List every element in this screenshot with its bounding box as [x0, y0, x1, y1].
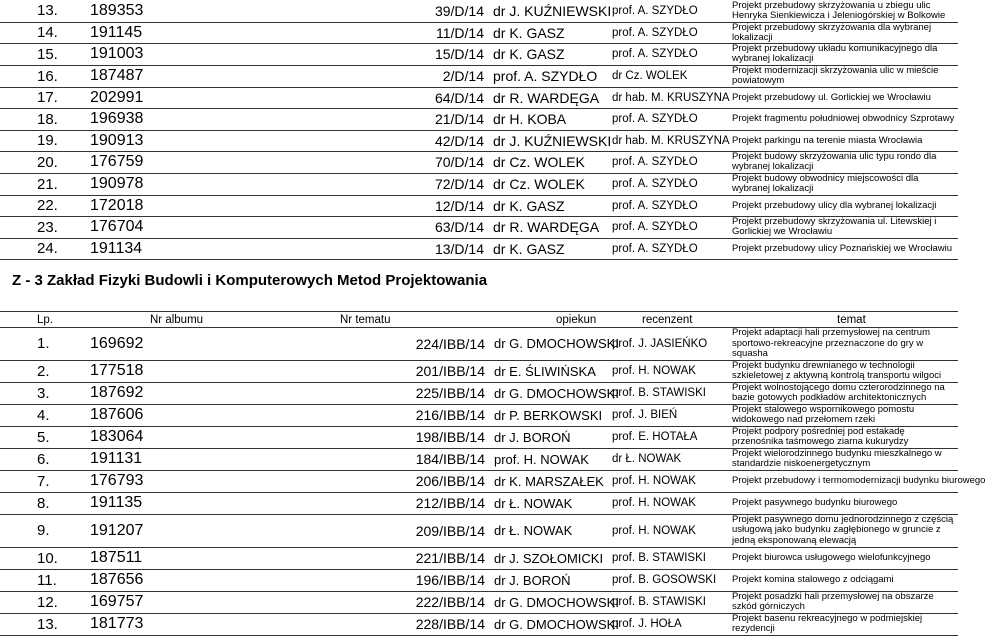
row-reviewer: prof. A. SZYDŁO [610, 108, 730, 130]
row-advisor: dr G. DMOCHOWSKI [488, 591, 610, 613]
row-album: 190978 [90, 173, 328, 195]
row-album: 181773 [90, 613, 328, 635]
header-advisor: opiekun [488, 312, 610, 328]
table-row [0, 547, 958, 569]
row-topic-number: 64/D/14 [328, 87, 488, 108]
row-album: 187656 [90, 569, 328, 591]
header-album: Nr albumu [90, 312, 328, 328]
row-advisor: dr K. MARSZAŁEK [488, 470, 610, 492]
row-reviewer: dr Cz. WOLEK [610, 65, 730, 87]
row-advisor: dr P. BERKOWSKI [488, 404, 610, 426]
row-album: 169757 [90, 591, 328, 613]
row-subject: Projekt basenu rekreacyjnego w podmiejskiej rezydencji [730, 613, 958, 635]
table-row [0, 43, 958, 65]
row-subject: Projekt budynku drewnianego w technologii szkieletowej z aktywną kontrolą transportu wilgoci [730, 360, 958, 382]
row-lp: 13. [0, 0, 90, 22]
row-reviewer: prof. A. SZYDŁO [610, 195, 730, 216]
row-subject: Projekt przebudowy ulicy Poznańskiej we Wrocławiu [730, 238, 958, 259]
row-advisor: dr K. GASZ [488, 43, 610, 65]
row-subject: Projekt przebudowy ul. Gorlickiej we Wrocławiu [730, 87, 958, 108]
row-album: 187487 [90, 65, 328, 87]
row-reviewer: prof. H. NOWAK [610, 492, 730, 514]
row-album: 196938 [90, 108, 328, 130]
row-topic-number: 196/IBB/14 [328, 569, 488, 591]
row-album: 191145 [90, 22, 328, 43]
row-lp: 13. [0, 613, 90, 635]
row-topic-number: 72/D/14 [328, 173, 488, 195]
row-advisor: dr J. KUŹNIEWSKI [488, 130, 610, 151]
row-reviewer: prof. B. STAWISKI [610, 547, 730, 569]
table-row [0, 569, 958, 591]
row-advisor: dr J. SZOŁOMICKI [488, 547, 610, 569]
row-album: 191131 [90, 448, 328, 470]
row-lp: 20. [0, 151, 90, 173]
row-lp: 1. [0, 328, 90, 361]
table-row [0, 238, 958, 259]
row-topic-number: 2/D/14 [328, 65, 488, 87]
row-reviewer: prof. A. SZYDŁO [610, 151, 730, 173]
row-advisor: dr R. WARDĘGA [488, 87, 610, 108]
row-subject: Projekt pasywnego domu jednorodzinnego z częścią usługową jako budynku zagłębionego w gruncie z jedną eksponowaną elewacją [730, 514, 958, 547]
row-lp: 12. [0, 591, 90, 613]
table-row [0, 173, 958, 195]
row-topic-number: 15/D/14 [328, 43, 488, 65]
row-topic-number: 212/IBB/14 [328, 492, 488, 514]
row-album: 202991 [90, 87, 328, 108]
row-topic-number: 209/IBB/14 [328, 514, 488, 547]
row-advisor: prof. A. SZYDŁO [488, 65, 610, 87]
row-lp: 8. [0, 492, 90, 514]
row-topic-number: 70/D/14 [328, 151, 488, 173]
table-row [0, 514, 958, 547]
row-subject: Projekt podpory pośredniej pod estakadę przenośnika taśmowego ziarna kukurydzy [730, 426, 958, 448]
row-advisor: dr Ł. NOWAK [488, 514, 610, 547]
table-row [0, 470, 958, 492]
row-advisor: dr Ł. NOWAK [488, 492, 610, 514]
row-topic-number: 216/IBB/14 [328, 404, 488, 426]
row-album: 169692 [90, 328, 328, 361]
top-projects-table [0, 0, 958, 260]
row-advisor: dr J. BOROŃ [488, 426, 610, 448]
row-lp: 11. [0, 569, 90, 591]
row-topic-number: 39/D/14 [328, 0, 488, 22]
row-subject: Projekt budowy skrzyżowania ulic typu rondo dla wybranej lokalizacji [730, 151, 958, 173]
row-reviewer: prof. B. STAWISKI [610, 382, 730, 404]
row-subject: Projekt komina stalowego z odciągami [730, 569, 958, 591]
row-album: 187606 [90, 404, 328, 426]
row-lp: 3. [0, 382, 90, 404]
row-topic-number: 63/D/14 [328, 216, 488, 238]
row-topic-number: 198/IBB/14 [328, 426, 488, 448]
header-lp: Lp. [0, 312, 90, 328]
table-row [0, 360, 958, 382]
row-subject: Projekt wielorodzinnego budynku mieszkalnego w standardzie niskoenergetycznym [730, 448, 958, 470]
row-reviewer: prof. A. SZYDŁO [610, 0, 730, 22]
header-topic: Nr tematu [328, 312, 488, 328]
row-lp: 22. [0, 195, 90, 216]
row-reviewer: prof. J. BIEŃ [610, 404, 730, 426]
table-header-row [0, 312, 958, 328]
row-reviewer: prof. J. HOŁA [610, 613, 730, 635]
row-album: 191003 [90, 43, 328, 65]
row-reviewer: prof. H. NOWAK [610, 470, 730, 492]
row-reviewer: prof. A. SZYDŁO [610, 173, 730, 195]
row-album: 191134 [90, 238, 328, 259]
table-row [0, 328, 958, 361]
row-lp: 23. [0, 216, 90, 238]
table-row [0, 87, 958, 108]
row-lp: 10. [0, 547, 90, 569]
row-topic-number: 221/IBB/14 [328, 547, 488, 569]
row-album: 183064 [90, 426, 328, 448]
row-album: 187692 [90, 382, 328, 404]
row-subject: Projekt biurowca usługowego wielofunkcyjnego [730, 547, 958, 569]
row-advisor: dr E. ŚLIWIŃSKA [488, 360, 610, 382]
row-subject: Projekt modernizacji skrzyżowania ulic w mieście powiatowym [730, 65, 958, 87]
row-reviewer: dr hab. M. KRUSZYNA [610, 87, 730, 108]
row-reviewer: prof. B. GOSOWSKI [610, 569, 730, 591]
row-advisor: dr J. BOROŃ [488, 569, 610, 591]
row-album: 176793 [90, 470, 328, 492]
row-topic-number: 184/IBB/14 [328, 448, 488, 470]
row-topic-number: 225/IBB/14 [328, 382, 488, 404]
row-subject: Projekt przebudowy układu komunikacyjnego dla wybranej lokalizacji [730, 43, 958, 65]
row-topic-number: 13/D/14 [328, 238, 488, 259]
row-subject: Projekt przebudowy skrzyżowania ul. Litewskiej i Gorlickiej we Wrocławiu [730, 216, 958, 238]
table-row [0, 65, 958, 87]
row-subject: Projekt fragmentu południowej obwodnicy Szprotawy [730, 108, 958, 130]
row-reviewer: prof. H. NOWAK [610, 360, 730, 382]
z3-projects-table [0, 311, 985, 636]
table-row [0, 22, 958, 43]
table-row [0, 382, 958, 404]
row-reviewer: dr Ł. NOWAK [610, 448, 730, 470]
row-reviewer: prof. A. SZYDŁO [610, 238, 730, 259]
row-advisor: dr R. WARDĘGA [488, 216, 610, 238]
row-lp: 18. [0, 108, 90, 130]
row-topic-number: 222/IBB/14 [328, 591, 488, 613]
row-lp: 2. [0, 360, 90, 382]
row-album: 176704 [90, 216, 328, 238]
row-topic-number: 12/D/14 [328, 195, 488, 216]
row-topic-number: 201/IBB/14 [328, 360, 488, 382]
row-lp: 17. [0, 87, 90, 108]
row-advisor: dr Cz. WOLEK [488, 151, 610, 173]
row-lp: 6. [0, 448, 90, 470]
row-subject: Projekt adaptacji hali przemysłowej na centrum sportowo-rekreacyjne przeznaczone do gry w squasha [730, 328, 958, 361]
row-advisor: dr H. KOBA [488, 108, 610, 130]
section-title: Z - 3 Zakład Fizyki Budowli i Komputerowych Metod Projektowania [12, 272, 488, 289]
row-subject: Projekt przebudowy ulicy dla wybranej lokalizacji [730, 195, 958, 216]
row-subject: Projekt przebudowy skrzyżowania dla wybranej lokalizacji [730, 22, 958, 43]
row-advisor: dr J. KUŹNIEWSKI [488, 0, 610, 22]
row-subject: Projekt wolnostojącego domu czterorodzinnego na bazie gotowych podkładów architektonicznych [730, 382, 958, 404]
row-subject: Projekt budowy obwodnicy miejscowości dla wybranej lokalizacji [730, 173, 958, 195]
row-advisor: dr G. DMOCHOWSKI [488, 613, 610, 635]
row-reviewer: prof. A. SZYDŁO [610, 43, 730, 65]
row-topic-number: 224/IBB/14 [328, 328, 488, 361]
row-reviewer: prof. A. SZYDŁO [610, 216, 730, 238]
row-subject: Projekt posadzki hali przemysłowej na obszarze szkód górniczych [730, 591, 958, 613]
row-lp: 4. [0, 404, 90, 426]
row-subject: Projekt pasywnego budynku biurowego [730, 492, 958, 514]
table-row [0, 216, 958, 238]
row-reviewer: prof. H. NOWAK [610, 514, 730, 547]
row-topic-number: 228/IBB/14 [328, 613, 488, 635]
row-topic-number: 11/D/14 [328, 22, 488, 43]
table-row [0, 0, 958, 22]
row-subject: Projekt stalowego wspornikowego pomostu widokowego nad przełomem rzeki [730, 404, 958, 426]
table-row [0, 151, 958, 173]
row-album: 189353 [90, 0, 328, 22]
row-album: 172018 [90, 195, 328, 216]
row-lp: 5. [0, 426, 90, 448]
header-reviewer: recenzent [610, 312, 730, 328]
row-album: 177518 [90, 360, 328, 382]
row-lp: 14. [0, 22, 90, 43]
row-album: 191135 [90, 492, 328, 514]
row-reviewer: dr hab. M. KRUSZYNA [610, 130, 730, 151]
table-row [0, 130, 958, 151]
row-topic-number: 206/IBB/14 [328, 470, 488, 492]
row-album: 187511 [90, 547, 328, 569]
table-row [0, 426, 958, 448]
table-row [0, 591, 958, 613]
row-lp: 9. [0, 514, 90, 547]
row-advisor: dr K. GASZ [488, 195, 610, 216]
row-album: 176759 [90, 151, 328, 173]
row-reviewer: prof. A. SZYDŁO [610, 22, 730, 43]
row-advisor: dr K. GASZ [488, 22, 610, 43]
row-lp: 7. [0, 470, 90, 492]
row-topic-number: 42/D/14 [328, 130, 488, 151]
row-reviewer: prof. E. HOTAŁA [610, 426, 730, 448]
table-row [0, 492, 958, 514]
table-row [0, 613, 958, 635]
header-subject: temat [730, 312, 958, 328]
table-row [0, 448, 958, 470]
row-reviewer: prof. B. STAWISKI [610, 591, 730, 613]
row-album: 191207 [90, 514, 328, 547]
table-row [0, 195, 958, 216]
table-row [0, 108, 958, 130]
row-subject: Projekt przebudowy skrzyżowania u zbiegu ulic Henryka Sienkiewicza i Jeleniogórskiej w Bolkowie [730, 0, 958, 22]
row-advisor: prof. H. NOWAK [488, 448, 610, 470]
row-reviewer: prof. J. JASIEŃKO [610, 328, 730, 361]
row-lp: 24. [0, 238, 90, 259]
row-subject: Projekt parkingu na terenie miasta Wrocławia [730, 130, 958, 151]
row-lp: 16. [0, 65, 90, 87]
row-advisor: dr Cz. WOLEK [488, 173, 610, 195]
row-subject: Projekt przebudowy i termomodernizacji budynku biurowego [730, 470, 958, 492]
row-lp: 21. [0, 173, 90, 195]
row-advisor: dr G. DMOCHOWSKI [488, 328, 610, 361]
row-advisor: dr K. GASZ [488, 238, 610, 259]
row-lp: 19. [0, 130, 90, 151]
table-row [0, 404, 958, 426]
row-topic-number: 21/D/14 [328, 108, 488, 130]
row-advisor: dr G. DMOCHOWSKI [488, 382, 610, 404]
row-album: 190913 [90, 130, 328, 151]
row-lp: 15. [0, 43, 90, 65]
